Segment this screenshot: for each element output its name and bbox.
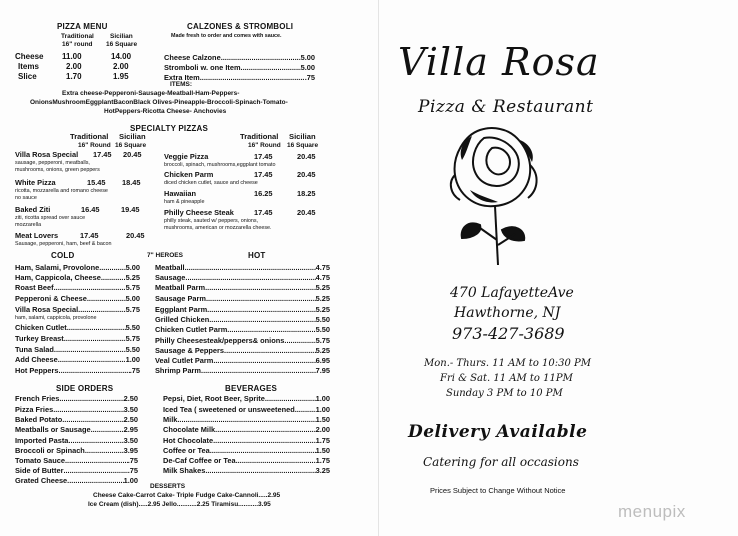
cold-hero-item [15, 345, 140, 354]
item-name: Tomato Sauce [15, 456, 65, 465]
villa-special-desc: ham, salami, cappicola, provolone [15, 315, 97, 321]
brand-tagline: Pizza & Restaurant [418, 97, 594, 117]
specialty-desc: sausage, pepperoni, meatballs, [15, 160, 90, 166]
side-order-item [15, 476, 138, 485]
hot-hero-item [155, 356, 330, 365]
item-price: .75 [129, 366, 140, 375]
hot-hero-item [155, 294, 330, 303]
specialty-price-trad: 17.45 [254, 170, 273, 179]
item-name: Grated Cheese [15, 476, 68, 485]
fold-line [378, 0, 379, 536]
item-price: 2.00 [315, 425, 330, 434]
watermark: menupix [618, 502, 686, 521]
specialty-col1-right: Traditional [240, 132, 279, 141]
specialty-col1-left: Traditional [70, 132, 109, 141]
heroes-label: 7" HEROES [147, 252, 183, 259]
item-price: 5.50 [315, 315, 330, 324]
specialty-price-trad: 17.45 [254, 208, 273, 217]
hot-hero-item [155, 325, 330, 334]
item-name: Philly Cheesesteak/peppers& onions [155, 336, 285, 345]
calzones-subtitle: Made fresh to order and comes with sauce. [171, 33, 282, 39]
specialty-name: Veggie Pizza [164, 152, 209, 161]
hours-line-2: Fri & Sat. 11 AM to 11PM [440, 373, 573, 384]
item-name: Cheese Calzone [164, 53, 221, 62]
beverage-item [163, 436, 330, 445]
specialty-name: Philly Cheese Steak [164, 208, 234, 217]
specialty-name: Hawaiian [164, 189, 197, 198]
beverage-item [163, 466, 330, 475]
item-name: Grilled Chicken [155, 315, 210, 324]
hot-hero-item [155, 346, 330, 355]
beverage-item [163, 394, 330, 403]
side-order-item [15, 394, 138, 403]
pizza-col1-sub: 16" round [62, 41, 93, 48]
calzone-item [164, 53, 315, 62]
item-price: 3.50 [123, 405, 138, 414]
item-price: 1.50 [315, 446, 330, 455]
items-line-1: Extra cheese-Pepperoni-Sausage-Meatball-Ham-Peppers- [62, 90, 240, 97]
specialty-price-trad: 15.45 [87, 178, 106, 187]
hot-hero-item [155, 273, 330, 282]
specialty-price-trad: 17.45 [80, 231, 99, 240]
pizza-row-price-trad: 11.00 [62, 52, 82, 61]
item-name: Roast Beef [15, 283, 54, 292]
address-line-1: 470 LafayetteAve [450, 285, 574, 301]
item-price: 1.00 [125, 355, 140, 364]
item-price: 5.50 [125, 345, 140, 354]
item-price: 5.75 [125, 305, 140, 314]
specialty-col2-right: Sicilian [289, 132, 316, 141]
beverage-item [163, 425, 330, 434]
rose-icon [440, 120, 550, 270]
item-price: 1.00 [315, 405, 330, 414]
specialty-sub1-right: 16" Round [248, 142, 281, 149]
specialty-name: White Pizza [15, 178, 56, 187]
item-price: 5.00 [125, 263, 140, 272]
item-name: Iced Tea ( sweetened or unsweetened [163, 405, 295, 414]
side-order-item [15, 425, 138, 434]
item-name: Shrimp Parm [155, 366, 202, 375]
item-price: 1.00 [315, 394, 330, 403]
side-order-item [15, 466, 138, 475]
specialty-price-sic: 20.45 [297, 152, 316, 161]
beverage-item [163, 456, 330, 465]
item-name: Chocolate Milk [163, 425, 216, 434]
pizza-row-price-trad: 1.70 [66, 72, 82, 81]
price-notice: Prices Subject to Change Without Notice [430, 486, 566, 495]
specialty-desc: mushrooms, onions, green peppers [15, 167, 100, 173]
desserts-title: DESSERTS [150, 483, 186, 490]
side-order-item [15, 405, 138, 414]
calzone-item [164, 73, 315, 82]
cold-hero-item [15, 273, 140, 282]
hot-hero-item [155, 263, 330, 272]
pizza-menu-title: PIZZA MENU [57, 22, 108, 31]
hot-hero-item [155, 366, 330, 375]
beverage-item [163, 446, 330, 455]
item-name: Meatball Parm [155, 283, 206, 292]
items-line-2: OnionsMushroomEggplantBaconBlack Olives-Pineapple-Broccoli-Spinach-Tomato- [30, 99, 288, 106]
item-name: Meatballs or Sausage [15, 425, 91, 434]
item-name: Eggplant Parm [155, 305, 208, 314]
catering-line: Catering for all occasions [423, 455, 579, 469]
pizza-row-price-sic: 2.00 [113, 62, 129, 71]
specialty-sub2-left: 16 Square [115, 142, 147, 149]
brand-name: Villa Rosa [398, 40, 600, 84]
item-price: 5.50 [315, 325, 330, 334]
item-name: Ham, Salami, Provolone [15, 263, 100, 272]
beverages-title: BEVERAGES [225, 384, 278, 393]
items-label: ITEMS: [170, 81, 193, 88]
calzones-title: CALZONES & STROMBOLI [187, 22, 294, 31]
item-price: 3.25 [315, 466, 330, 475]
item-price: 1.75 [315, 456, 330, 465]
item-name: Turkey Breast [15, 334, 64, 343]
item-price: 2.50 [123, 415, 138, 424]
item-price: 1.00 [123, 476, 138, 485]
pizza-row-name: Cheese [15, 52, 44, 61]
item-price: .75 [127, 456, 138, 465]
hours-line-1: Mon.- Thurs. 11 AM to 10:30 PM [424, 358, 591, 369]
item-name: Broccoli or Spinach [15, 446, 85, 455]
item-price: 1.50 [315, 415, 330, 424]
item-price: 2.95 [123, 425, 138, 434]
calzone-item [164, 63, 315, 72]
cold-hero-item [15, 334, 140, 343]
specialty-name: Baked Ziti [15, 205, 51, 214]
item-name: Sausage & Peppers [155, 346, 225, 355]
hot-label: HOT [248, 251, 266, 260]
item-price: 5.75 [125, 283, 140, 292]
desserts-line-1: Cheese Cake-Carrot Cake- Triple Fudge Cake-Cannoli.....2.95 [93, 492, 281, 499]
item-price: .75 [304, 73, 315, 82]
item-price: 5.00 [300, 53, 315, 62]
item-price: 3.50 [123, 436, 138, 445]
item-name: Pizza Fries [15, 405, 54, 414]
item-name: Villa Rosa Special [15, 305, 79, 314]
item-name: Sausage Parm [155, 294, 206, 303]
item-price: 4.75 [315, 263, 330, 272]
item-price: 5.75 [315, 336, 330, 345]
specialty-name: Meat Lovers [15, 231, 59, 240]
item-price: .75 [127, 466, 138, 475]
item-name: Hot Chocolate [163, 436, 214, 445]
specialty-col2-left: Sicilian [119, 132, 146, 141]
specialty-desc: diced chicken cutlet, sauce and cheese [164, 180, 258, 186]
specialty-name: Chicken Parm [164, 170, 214, 179]
item-name: Veal Cutlet Parm [155, 356, 214, 365]
pizza-row-name: Items [18, 62, 39, 71]
beverage-item [163, 415, 330, 424]
item-name: Chicken Cutlet Parm [155, 325, 228, 334]
item-price: 6.95 [315, 356, 330, 365]
item-name: Ham, Cappicola, Cheese [15, 273, 101, 282]
specialty-sub2-right: 16 Square [287, 142, 319, 149]
cold-hero-item [15, 366, 140, 375]
cold-hero-item [15, 283, 140, 292]
specialty-desc: ricotta, mozzarella and romano cheese [15, 188, 108, 194]
item-price: 5.25 [315, 346, 330, 355]
specialty-desc: no sauce [15, 195, 37, 201]
specialty-price-sic: 20.45 [297, 208, 316, 217]
item-price: 5.25 [315, 305, 330, 314]
specialty-desc: ziti, ricotta spread over sauce [15, 215, 86, 221]
item-price: 1.75 [315, 436, 330, 445]
item-price: 4.75 [315, 273, 330, 282]
item-price: 5.25 [315, 294, 330, 303]
hot-hero-item [155, 283, 330, 292]
item-name: Milk [163, 415, 178, 424]
cold-label: COLD [51, 251, 75, 260]
item-name: Tuna Salad [15, 345, 54, 354]
specialty-price-trad: 16.25 [254, 189, 273, 198]
specialty-sub1-left: 16" Round [78, 142, 111, 149]
item-name: French Fries [15, 394, 60, 403]
side-order-item [15, 436, 138, 445]
item-price: 5.25 [125, 273, 140, 282]
specialty-price-sic: 18.45 [122, 178, 141, 187]
specialty-title: SPECIALTY PIZZAS [130, 124, 209, 133]
item-name: Add Cheese [15, 355, 58, 364]
side-order-item [15, 446, 138, 455]
item-name: Baked Potato [15, 415, 63, 424]
specialty-price-sic: 20.45 [126, 231, 145, 240]
side-order-item [15, 456, 138, 465]
side-orders-title: SIDE ORDERS [56, 384, 114, 393]
item-name: Meatball [155, 263, 185, 272]
hot-hero-item [155, 315, 330, 324]
specialty-price-sic: 20.45 [123, 150, 142, 159]
pizza-row-price-sic: 14.00 [111, 52, 132, 61]
items-line-3: HotPeppers-Ricotta Cheese- Anchovies [104, 108, 227, 115]
cold-hero-item [15, 305, 140, 314]
specialty-price-trad: 16.45 [81, 205, 100, 214]
item-name: Pepsi, Diet, Root Beer, Sprite [163, 394, 265, 403]
item-name: Chicken Cutlet [15, 323, 67, 332]
specialty-desc: Sausage, pepperoni, ham, beef & bacon [15, 241, 112, 247]
delivery-banner: Delivery Available [408, 422, 588, 442]
item-name: Pepperoni & Cheese [15, 294, 87, 303]
item-name: Imported Pasta [15, 436, 69, 445]
item-price: 7.95 [315, 366, 330, 375]
item-price: 2.50 [123, 394, 138, 403]
hot-hero-item [155, 305, 330, 314]
specialty-price-sic: 18.25 [297, 189, 316, 198]
item-name: Milk Shakes [163, 466, 206, 475]
specialty-desc: mozzarella [15, 222, 42, 228]
pizza-col2-header: Sicilian [110, 33, 133, 40]
specialty-desc: broccoli, spinach, mushrooms,eggplant tomato [164, 162, 276, 168]
beverage-item [163, 405, 330, 414]
item-name: Stromboli w. one Item [164, 63, 241, 72]
item-price: 3.95 [123, 446, 138, 455]
item-price: 5.00 [300, 63, 315, 72]
item-name: Side of Butter [15, 466, 64, 475]
cold-hero-item [15, 294, 140, 303]
specialty-price-trad: 17.45 [93, 150, 112, 159]
cold-hero-item [15, 355, 140, 364]
specialty-desc: mushrooms, american or mozzarella cheese. [164, 225, 272, 231]
specialty-name: Villa Rosa Special [15, 150, 79, 159]
item-name: Extra Item [164, 73, 200, 82]
specialty-price-sic: 19.45 [121, 205, 140, 214]
side-order-item [15, 415, 138, 424]
cold-hero-item [15, 263, 140, 272]
cold-hero-item [15, 323, 140, 332]
item-name: Coffee or Tea [163, 446, 210, 455]
pizza-col2-sub: 16 Square [106, 41, 138, 48]
specialty-desc: philly steak, sauted w/ peppers, onions, [164, 218, 259, 224]
hours-line-3: Sunday 3 PM to 10 PM [446, 388, 563, 399]
pizza-col1-header: Traditional [61, 33, 94, 40]
pizza-row-price-trad: 2.00 [66, 62, 82, 71]
specialty-price-sic: 20.45 [297, 170, 316, 179]
item-price: 5.75 [125, 334, 140, 343]
phone-number: 973-427-3689 [452, 324, 565, 343]
item-name: De-Caf Coffee or Tea [163, 456, 236, 465]
item-price: 5.00 [125, 294, 140, 303]
specialty-desc: ham & pineapple [164, 199, 205, 205]
item-price: 5.50 [125, 323, 140, 332]
pizza-row-price-sic: 1.95 [113, 72, 129, 81]
specialty-price-trad: 17.45 [254, 152, 273, 161]
item-price: 5.25 [315, 283, 330, 292]
pizza-row-name: Slice [18, 72, 37, 81]
item-name: Sausage [155, 273, 186, 282]
hot-hero-item [155, 336, 330, 345]
item-name: Hot Peppers [15, 366, 59, 375]
address-line-2: Hawthorne, NJ [454, 305, 561, 321]
desserts-line-2: Ice Cream (dish).....2.95 Jello...........2.25 Tiramisu...........3.95 [88, 501, 271, 508]
